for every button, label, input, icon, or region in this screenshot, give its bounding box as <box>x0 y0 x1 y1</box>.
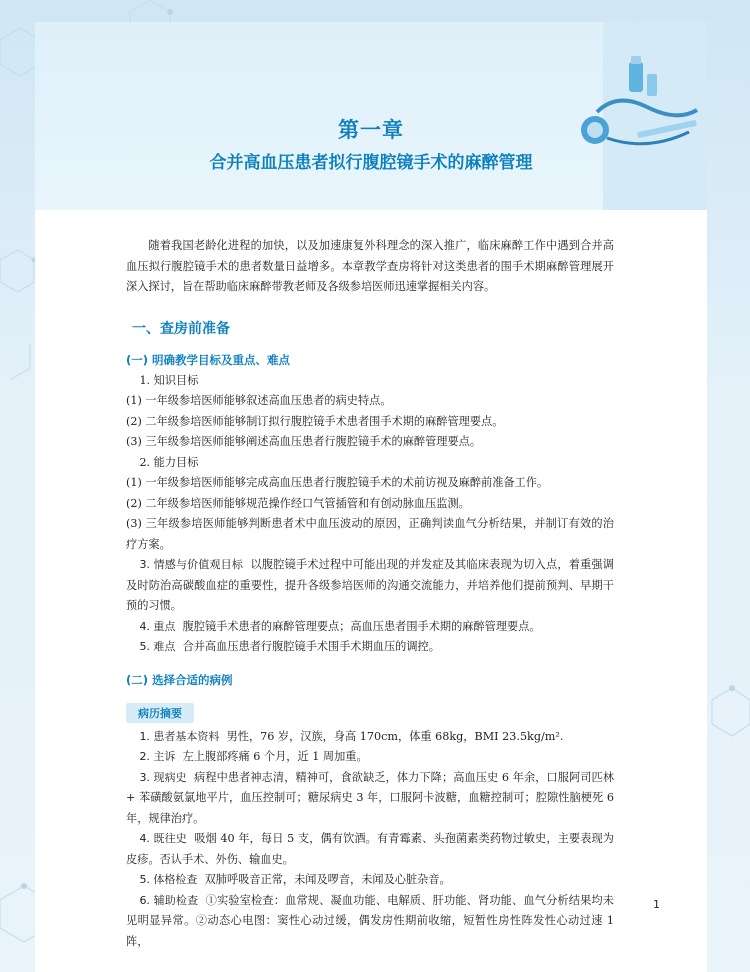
chapter-content <box>126 236 614 952</box>
ability-objective-item: (3) 三年级参培医师能够判断患者术中血压波动的原因，正确判读血气分析结果，并制订有效的治疗方案。 <box>126 517 614 551</box>
case-item-text: 病程中患者神志清，精神可，食欲缺乏，体力下降；高血压史 6 年余，口服阿司匹林 + 苯磺酸氨氯地平片，血压控制可；糖尿病史 3 年，口服阿卡波糖，血糖控制可；腔隙性脑梗死 6 年，规律治疗。 <box>126 770 615 825</box>
case-item-text: 男性，76 岁，汉族，身高 170cm，体重 68kg，BMI 23.5kg/m². <box>226 729 564 743</box>
subsection-heading-objectives: (一) 明确教学目标及重点、难点 <box>126 352 291 367</box>
teaching-difficulty-text: 合并高血压患者行腹腔镜手术围手术期血压的调控。 <box>182 640 440 653</box>
case-item-chief-complaint <box>126 747 614 768</box>
case-item-text: 吸烟 40 年，每日 5 支，偶有饮酒。有青霉素、头孢菌素类药物过敏史，主要表现为皮疹。否认手术、外伤、输血史。 <box>126 832 614 866</box>
case-summary-tag: 病历摘要 <box>126 703 194 723</box>
ability-objective-item: (2) 二年级参培医师能够规范操作经口气管插管和有创动脉血压监测。 <box>126 496 470 510</box>
subsection-heading-case: (二) 选择合适的病例 <box>126 672 233 687</box>
page-number: 1 <box>653 898 660 911</box>
case-item-label: 5. 体格检查 <box>139 873 198 886</box>
chapter-number: 第一章 <box>338 118 404 142</box>
knowledge-objective-item: (2) 二年级参培医师能够制订拟行腹腔镜手术患者围手术期的麻醉管理要点。 <box>126 414 504 428</box>
case-item-text: ①实验室检查：血常规、凝血功能、电解质、肝功能、肾功能、血气分析结果均未见明显异常。②动态心电图：窦性心动过缓，偶发房性期前收缩，短暂性房性阵发性心动过速 1 阵， <box>126 893 614 948</box>
chapter-title: 合并高血压患者拟行腹腔镜手术的麻醉管理 <box>209 153 533 173</box>
case-item-present-illness <box>126 768 614 830</box>
case-item-auxiliary-exam <box>126 891 614 953</box>
teaching-difficulty-label: 5. 难点 <box>139 640 176 653</box>
case-item-basic-info <box>126 727 614 748</box>
section-heading-preparation: 一、查房前准备 <box>132 320 230 337</box>
emotion-objective-text: 以腹腔镜手术过程中可能出现的并发症及其临床表现为切入点，着重强调及时防治高碳酸血症的重要性，提升各级参培医师的沟通交流能力，并培养他们提前预判、早期干预的习惯。 <box>126 558 614 612</box>
case-item-physical-exam <box>126 870 614 891</box>
stethoscope-syringe-illustration <box>577 52 707 162</box>
emotion-objective <box>126 555 614 617</box>
case-item-label: 4. 既往史 <box>139 832 187 845</box>
teaching-focus-label: 4. 重点 <box>139 619 176 633</box>
knowledge-objective-item: (3) 三年级参培医师能够阐述高血压患者行腹腔镜手术的麻醉管理要点。 <box>126 435 482 448</box>
teaching-difficulty <box>126 637 614 658</box>
emotion-objective-label: 3. 情感与价值观目标 <box>139 558 244 571</box>
teaching-focus-text: 腹腔镜手术患者的麻醉管理要点；高血压患者围手术期的麻醉管理要点。 <box>182 619 541 633</box>
knowledge-objective-heading: 1. 知识目标 <box>139 373 199 387</box>
case-item-label: 1. 患者基本资料 <box>139 729 220 743</box>
ability-objective-heading: 2. 能力目标 <box>139 455 199 469</box>
case-item-label: 3. 现病史 <box>139 770 187 784</box>
ability-objective-item: (1) 一年级参培医师能够完成高血压患者行腹腔镜手术的术前访视及麻醉前准备工作。 <box>126 476 549 489</box>
case-item-text: 双肺呼吸音正常，未闻及啰音，未闻及心脏杂音。 <box>204 873 451 886</box>
case-item-past-history <box>126 829 614 870</box>
case-item-label: 6. 辅助检查 <box>139 893 199 907</box>
case-item-label: 2. 主诉 <box>139 750 176 763</box>
case-item-text: 左上腹部疼痛 6 个月，近 1 周加重。 <box>182 750 368 763</box>
intro-paragraph: 随着我国老龄化进程的加快，以及加速康复外科理念的深入推广，临床麻醉工作中遇到合并高血压拟行腹腔镜手术的患者数量日益增多。本章教学查房将针对这类患者的围手术期麻醉管理展开深入探讨，旨在帮助临床麻醉带教老师及各级参培医师迅速掌握相关内容。 <box>126 239 614 293</box>
knowledge-objective-item: (1) 一年级参培医师能够叙述高血压患者的病史特点。 <box>126 394 392 407</box>
teaching-focus <box>126 617 614 638</box>
